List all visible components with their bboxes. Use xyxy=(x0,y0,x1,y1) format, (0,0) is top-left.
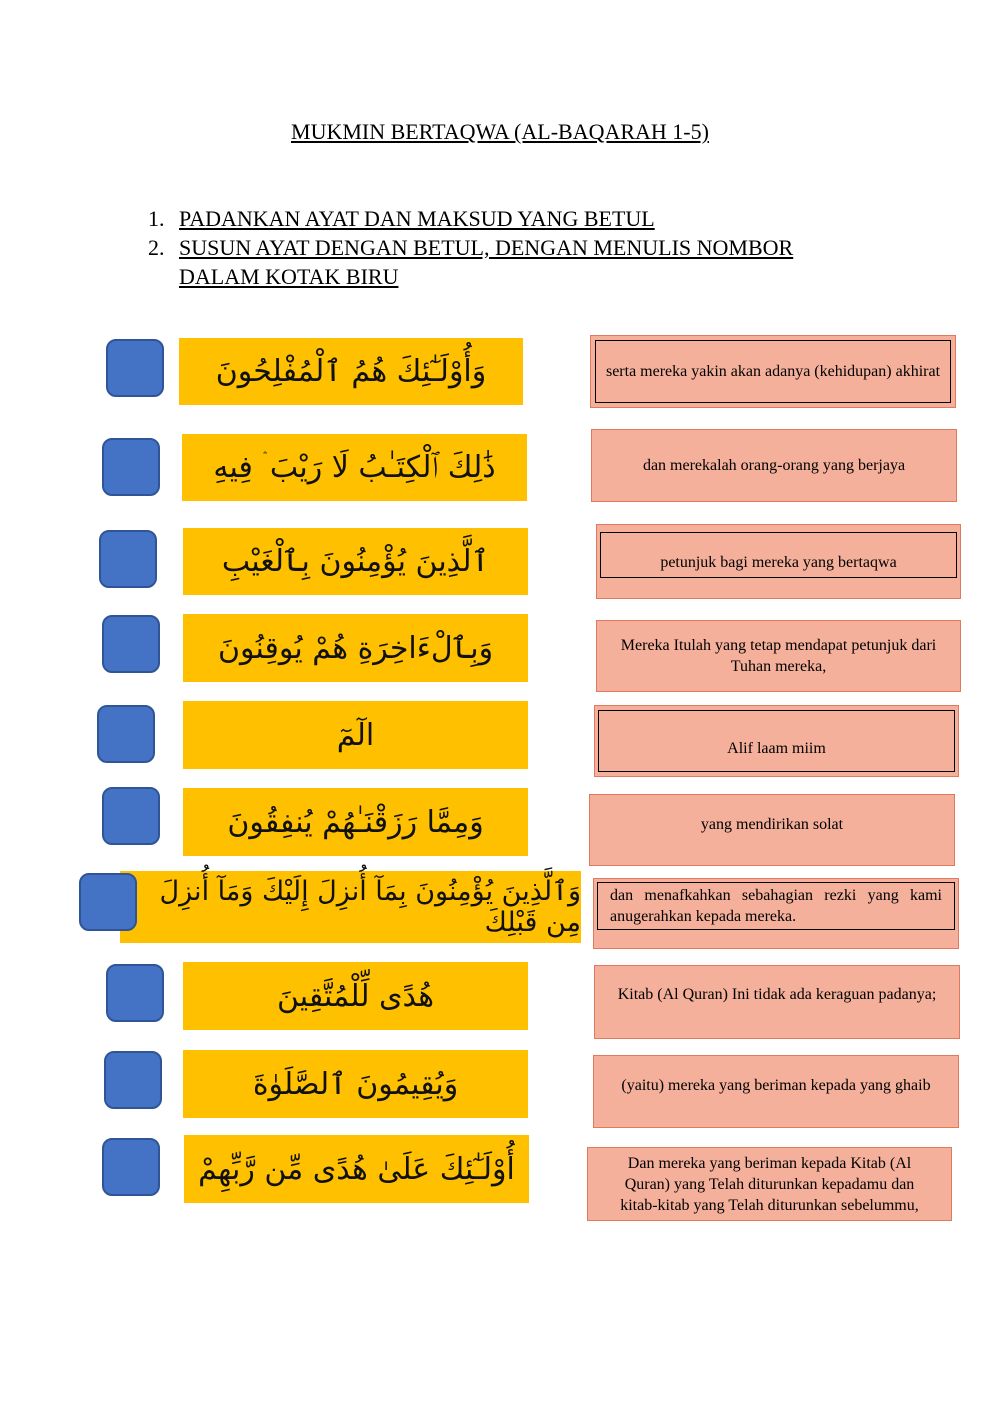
meaning-text: dan menafkahkan sebahagian rezki yang kami anugerahkan kepada mereka. xyxy=(610,887,942,925)
ayah-card[interactable]: وَٱلَّذِينَ يُؤْمِنُونَ بِمَآ أُنزِلَ إِلَيْكَ وَمَآ أُنزِلَ مِن قَبْلِكَ xyxy=(120,871,581,943)
meaning-card[interactable] xyxy=(596,524,961,599)
answer-number-box[interactable] xyxy=(79,873,137,931)
meaning-text: petunjuk bagi mereka yang bertaqwa xyxy=(660,554,897,571)
meaning-card[interactable] xyxy=(593,1055,959,1128)
answer-number-box[interactable] xyxy=(102,787,160,845)
answer-number-box[interactable] xyxy=(106,964,164,1022)
ayah-card[interactable]: وَمِمَّا رَزَقْنَـٰهُمْ يُنفِقُونَ xyxy=(183,788,528,856)
answer-number-box[interactable] xyxy=(102,1138,160,1196)
answer-number-box[interactable] xyxy=(97,705,155,763)
instruction-text-continued: DALAM KOTAK BIRU xyxy=(179,264,399,289)
meaning-text: (yaitu) mereka yang beriman kepada yang ghaib xyxy=(621,1077,931,1094)
ayah-card[interactable]: وَيُقِيمُونَ ٱلصَّلَوٰةَ xyxy=(183,1050,528,1118)
ayah-card[interactable]: وَأُوْلَـٰٓئِكَ هُمُ ٱلْمُفْلِحُونَ xyxy=(179,338,523,405)
meaning-card[interactable] xyxy=(590,335,956,408)
meaning-card[interactable] xyxy=(589,794,955,866)
answer-number-box[interactable] xyxy=(104,1051,162,1109)
page-title: MUKMIN BERTAQWA (AL-BAQARAH 1-5) xyxy=(291,119,709,144)
ayah-card[interactable]: ٱلَّذِينَ يُؤْمِنُونَ بِٱلْغَيْبِ xyxy=(183,528,528,595)
meaning-card[interactable] xyxy=(593,878,959,949)
answer-number-box[interactable] xyxy=(102,438,160,496)
meaning-text: Mereka Itulah yang tetap mendapat petunjuk dari Tuhan mereka, xyxy=(620,637,937,675)
meaning-text: yang mendirikan solat xyxy=(700,815,844,833)
meaning-card[interactable] xyxy=(596,620,961,692)
meaning-text: serta mereka yakin akan adanya (kehidupan) akhirat xyxy=(605,363,941,380)
instruction-text: SUSUN AYAT DENGAN BETUL, DENGAN MENULIS NOMBOR xyxy=(179,235,794,260)
ayah-card[interactable]: وَبِٱلْءَاخِرَةِ هُمْ يُوقِنُونَ xyxy=(183,614,528,682)
meaning-card[interactable] xyxy=(591,429,957,502)
answer-number-box[interactable] xyxy=(106,339,164,397)
meaning-text: Alif laam miim xyxy=(727,739,826,757)
instruction-number: 2. xyxy=(148,235,165,260)
meaning-text: dan merekalah orang-orang yang berjaya xyxy=(642,457,906,474)
meaning-text: Dan mereka yang beriman kepada Kitab (Al Quran) yang Telah diturunkan kepadamu dan kitab-kitab yang Telah diturunkan sebelummu, xyxy=(620,1154,919,1214)
meaning-card[interactable] xyxy=(594,965,960,1039)
ayah-card[interactable]: هُدًى لِّلْمُتَّقِينَ xyxy=(183,962,528,1030)
meaning-card[interactable] xyxy=(587,1147,952,1221)
ayah-card[interactable]: الٓمٓ xyxy=(183,701,528,769)
instruction-number: 1. xyxy=(148,206,165,231)
answer-number-box[interactable] xyxy=(102,615,160,673)
answer-number-box[interactable] xyxy=(99,530,157,588)
meaning-text: Kitab (Al Quran) Ini tidak ada keraguan padanya; xyxy=(617,985,937,1003)
meaning-card[interactable] xyxy=(594,705,959,777)
ayah-card[interactable]: أُوْلَـٰٓئِكَ عَلَىٰ هُدًى مِّن رَّبِّهِمْ xyxy=(184,1135,529,1203)
ayah-card[interactable]: ذَٰلِكَ ٱلْكِتَـٰبُ لَا رَيْبَ ۛ فِيهِ xyxy=(182,434,527,501)
instruction-text: PADANKAN AYAT DAN MAKSUD YANG BETUL xyxy=(179,206,655,231)
